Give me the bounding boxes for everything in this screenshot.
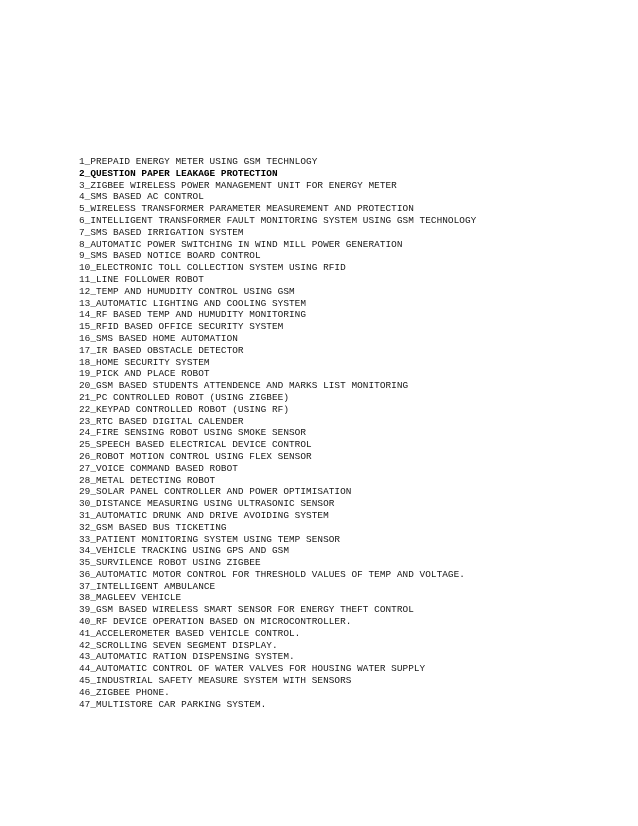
- project-list-item: 40_RF DEVICE OPERATION BASED ON MICROCONTROLLER.: [79, 616, 352, 628]
- project-list-item: 26_ROBOT MOTION CONTROL USING FLEX SENSOR: [79, 450, 312, 462]
- project-list-item: 33_PATIENT MONITORING SYSTEM USING TEMP SENSOR: [79, 533, 341, 545]
- project-list-item: 28_METAL DETECTING ROBOT: [79, 474, 216, 486]
- project-list-item: 9_SMS BASED NOTICE BOARD CONTROL: [79, 250, 261, 262]
- project-list-item: 34_VEHICLE TRACKING USING GPS AND GSM: [79, 545, 290, 557]
- project-list-item: 45_INDUSTRIAL SAFETY MEASURE SYSTEM WITH SENSORS: [79, 675, 352, 687]
- project-list-item: 30_DISTANCE MEASURING USING ULTRASONIC SENSOR: [79, 498, 335, 510]
- project-list-item: 18_HOME SECURITY SYSTEM: [79, 356, 210, 368]
- project-list-item: 24_FIRE SENSING ROBOT USING SMOKE SENSOR: [79, 427, 307, 439]
- project-list-item: 31_AUTOMATIC DRUNK AND DRIVE AVOIDING SYSTEM: [79, 509, 329, 521]
- project-list-item: 44_AUTOMATIC CONTROL OF WATER VALVES FOR HOUSING WATER SUPPLY: [79, 663, 426, 675]
- project-list-item: 4_SMS BASED AC CONTROL: [79, 191, 204, 203]
- project-list-item: 17_IR BASED OBSTACLE DETECTOR: [79, 344, 244, 356]
- project-list-item: 1_PREPAID ENERGY METER USING GSM TECHNLOGY: [79, 156, 318, 167]
- project-list-item: 22_KEYPAD CONTROLLED ROBOT (USING RF): [79, 403, 290, 415]
- project-list-item: 25_SPEECH BASED ELECTRICAL DEVICE CONTROL: [79, 439, 312, 451]
- project-list-item: 43_AUTOMATIC RATION DISPENSING SYSTEM.: [79, 651, 295, 663]
- project-list-item: 42_SCROLLING SEVEN SEGMENT DISPLAY.: [79, 639, 278, 651]
- project-list-item: 2_QUESTION PAPER LEAKAGE PROTECTION: [79, 167, 278, 179]
- project-list-item: 29_SOLAR PANEL CONTROLLER AND POWER OPTIMISATION: [79, 486, 352, 498]
- project-list-item: 41_ACCELEROMETER BASED VEHICLE CONTROL.: [79, 627, 301, 639]
- project-list-item: 47_MULTISTORE CAR PARKING SYSTEM.: [79, 698, 267, 710]
- project-list-item: 13_AUTOMATIC LIGHTING AND COOLING SYSTEM: [79, 297, 307, 309]
- project-list: [79, 156, 476, 710]
- project-list-item: 19_PICK AND PLACE ROBOT: [79, 368, 210, 380]
- project-list-item: 3_ZIGBEE WIRELESS POWER MANAGEMENT UNIT FOR ENERGY METER: [79, 179, 397, 191]
- project-list-item: 15_RFID BASED OFFICE SECURITY SYSTEM: [79, 321, 284, 333]
- project-list-item: 16_SMS BASED HOME AUTOMATION: [79, 332, 238, 344]
- project-list-item: 36_AUTOMATIC MOTOR CONTROL FOR THRESHOLD VALUES OF TEMP AND VOLTAGE.: [79, 568, 465, 580]
- project-list-item: 10_ELECTRONIC TOLL COLLECTION SYSTEM USING RFID: [79, 262, 346, 274]
- project-list-item: 23_RTC BASED DIGITAL CALENDER: [79, 415, 244, 427]
- project-list-item: 27_VOICE COMMAND BASED ROBOT: [79, 462, 238, 474]
- project-list-item: 7_SMS BASED IRRIGATION SYSTEM: [79, 226, 244, 238]
- project-list-item: 39_GSM BASED WIRELESS SMART SENSOR FOR ENERGY THEFT CONTROL: [79, 604, 414, 616]
- project-list-item: 14_RF BASED TEMP AND HUMUDITY MONITORING: [79, 309, 307, 321]
- project-list-item: 21_PC CONTROLLED ROBOT (USING ZIGBEE): [79, 391, 290, 403]
- project-list-item: 32_GSM BASED BUS TICKETING: [79, 521, 227, 533]
- project-list-item: 11_LINE FOLLOWER ROBOT: [79, 273, 204, 285]
- project-list-item: 46_ZIGBEE PHONE.: [79, 686, 170, 698]
- project-list-item: 37_INTELLIGENT AMBULANCE: [79, 580, 216, 592]
- project-list-item: 38_MAGLEEV VEHICLE: [79, 592, 182, 604]
- project-list-item: 12_TEMP AND HUMUDITY CONTROL USING GSM: [79, 285, 295, 297]
- project-list-item: 8_AUTOMATIC POWER SWITCHING IN WIND MILL POWER GENERATION: [79, 238, 403, 250]
- project-list-item: 35_SURVILENCE ROBOT USING ZIGBEE: [79, 557, 261, 569]
- project-list-item: 6_INTELLIGENT TRANSFORMER FAULT MONITORING SYSTEM USING GSM TECHNOLOGY: [79, 214, 477, 226]
- project-list-item: 5_WIRELESS TRANSFORMER PARAMETER MEASUREMENT AND PROTECTION: [79, 203, 414, 215]
- project-list-item: 20_GSM BASED STUDENTS ATTENDENCE AND MARKS LIST MONITORING: [79, 380, 409, 392]
